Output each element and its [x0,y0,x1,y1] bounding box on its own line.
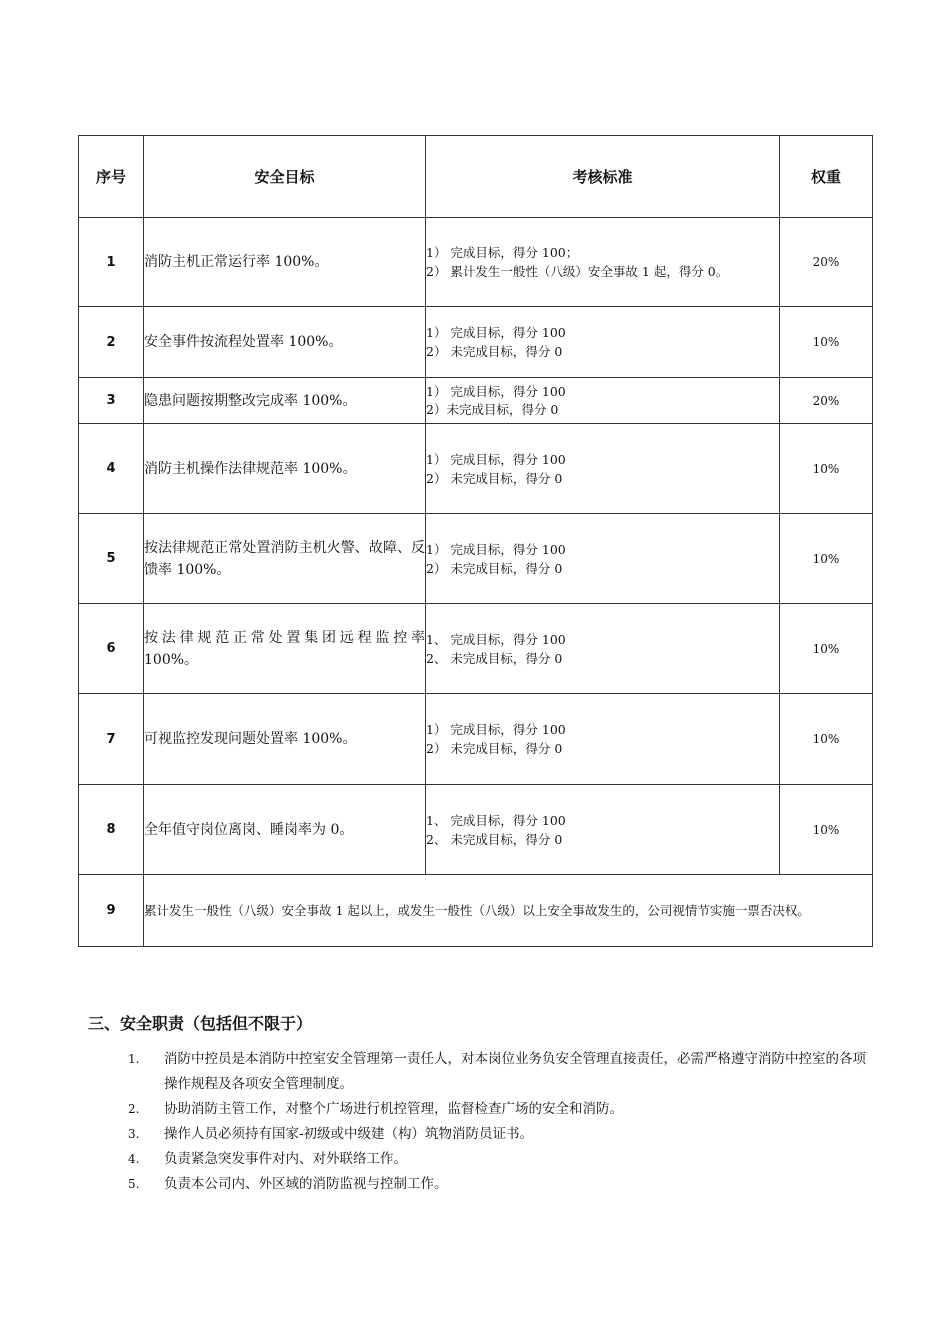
criteria-line: 1） 完成目标，得分 100 [426,541,566,557]
criteria-line: 2） 未完成目标，得分 0 [426,560,563,576]
row-weight: 10% [780,307,873,378]
criteria-line: 1） 完成目标，得分 100 [426,451,566,467]
criteria-line: 2、 未完成目标，得分 0 [426,650,563,666]
row-criteria [426,218,780,307]
row-weight: 20% [780,218,873,307]
criteria-line: 2） 未完成目标，得分 0 [426,741,563,756]
list-item-index: 5. [128,1177,140,1191]
list-item-index: 2. [128,1102,140,1116]
row-criteria [426,604,780,694]
table-row-veto [79,875,873,947]
table-row [79,424,873,514]
row-criteria [426,307,780,378]
row-goal: 可视监控发现问题处置率 100%。 [144,694,426,785]
row-weight: 10% [780,514,873,604]
list-item-text: 协助消防主管工作，对整个广场进行机控管理，监督检查广场的安全和消防。 [164,1101,623,1117]
row-num: 3 [79,378,144,424]
criteria-line: 1、 完成目标，得分 100 [426,631,566,647]
criteria-line: 2） 未完成目标，得分 0 [426,470,563,486]
criteria-line: 1） 完成目标，得分 100 [426,383,566,399]
criteria-line: 1） 完成目标，得分 100 [426,325,566,340]
list-item [128,1122,873,1147]
row-goal: 消防主机正常运行率 100%。 [144,218,426,307]
list-item-text: 负责本公司内、外区域的消防监视与控制工作。 [164,1176,448,1192]
criteria-line: 1、 完成目标，得分 100 [426,812,566,828]
list-item-index: 3. [128,1127,140,1141]
criteria-line: 2） 累计发生一般性（八级）安全事故 1 起，得分 0。 [426,264,729,279]
list-item [128,1047,873,1097]
row-num: 4 [79,424,144,514]
row-num: 5 [79,514,144,604]
row-goal: 按法律规范正常处置消防主机火警、故障、反馈率 100%。 [144,514,426,604]
header-num: 序号 [79,136,144,218]
row-goal: 安全事件按流程处置率 100%。 [144,307,426,378]
criteria-line: 2、 未完成目标，得分 0 [426,831,563,847]
header-goal: 安全目标 [144,136,426,218]
row-goal: 隐患问题按期整改完成率 100%。 [144,378,426,424]
row-num: 2 [79,307,144,378]
section-title: 三、安全职责（包括但不限于） [88,1014,313,1033]
row-num: 8 [79,785,144,875]
duties-list [128,1047,873,1197]
table-row [79,785,873,875]
row-goal: 按法律规范正常处置集团远程监控率 100%。 [144,604,426,694]
row-criteria [426,378,780,424]
row-weight: 10% [780,424,873,514]
table-row [79,604,873,694]
table-row [79,218,873,307]
row-num: 1 [79,218,144,307]
row-goal: 消防主机操作法律规范率 100%。 [144,424,426,514]
row-criteria [426,514,780,604]
row-criteria [426,424,780,514]
list-item [128,1172,873,1197]
table-row [79,378,873,424]
list-item [128,1147,873,1172]
row-goal: 全年值守岗位离岗、睡岗率为 0。 [144,785,426,875]
header-weight: 权重 [780,136,873,218]
row-weight: 10% [780,604,873,694]
list-item-text: 负责紧急突发事件对内、对外联络工作。 [164,1151,407,1167]
row-num: 6 [79,604,144,694]
list-item [128,1097,873,1122]
table-row [79,307,873,378]
header-criteria: 考核标准 [426,136,780,218]
row-weight: 10% [780,785,873,875]
criteria-line: 1） 完成目标，得分 100 [426,722,566,737]
list-item-index: 1. [128,1052,140,1066]
list-item-index: 4. [128,1152,140,1166]
table-row [79,694,873,785]
veto-text: 累计发生一般性（八级）安全事故 1 起以上，或发生一般性（八级）以上安全事故发生的，公司视情节实施一票否决权。 [144,875,873,947]
row-weight: 10% [780,694,873,785]
list-item-text: 消防中控员是本消防中控室安全管理第一责任人，对本岗位业务负安全管理直接责任，必需严格遵守消防中控室的各项操作规程及各项安全管理制度。 [164,1051,866,1092]
row-criteria [426,785,780,875]
table-row [79,514,873,604]
criteria-line: 2）未完成目标，得分 0 [426,401,559,417]
row-weight: 20% [780,378,873,424]
list-item-text: 操作人员必须持有国家-初级或中级建（构）筑物消防员证书。 [164,1126,534,1142]
criteria-line: 2） 未完成目标，得分 0 [426,344,563,359]
row-num: 9 [79,875,144,947]
criteria-line: 1） 完成目标，得分 100； [426,245,579,260]
safety-target-table [78,135,873,947]
table-header-row [79,136,873,218]
row-criteria [426,694,780,785]
row-num: 7 [79,694,144,785]
